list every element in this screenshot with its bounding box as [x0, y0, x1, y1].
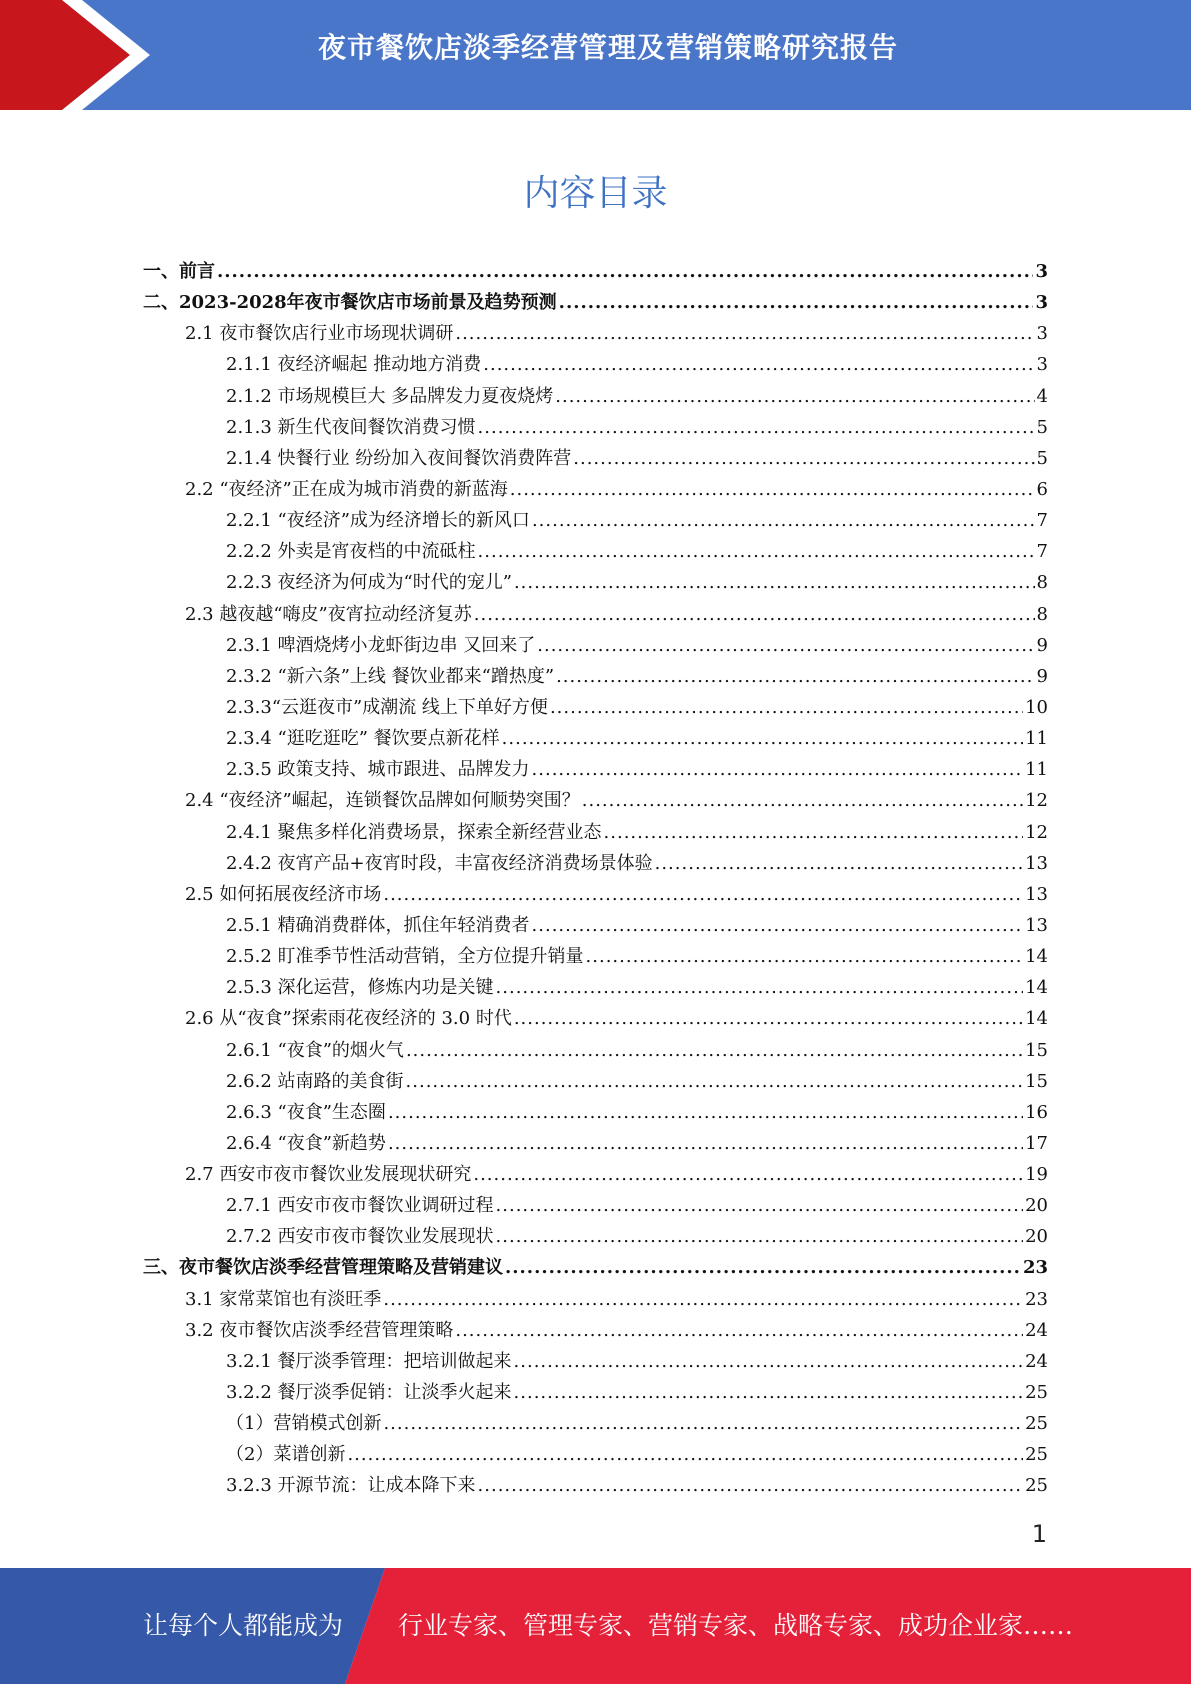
toc-entry[interactable] — [143, 1253, 1048, 1284]
toc-entry[interactable] — [143, 1377, 1048, 1408]
toc-entry[interactable] — [143, 1066, 1048, 1097]
toc-entry-page: 4 — [1036, 385, 1048, 407]
table-of-contents — [143, 256, 1048, 1502]
page-number: 1 — [1031, 1520, 1047, 1548]
toc-entry-title: 2.6.2 站南路的美食街 — [226, 1070, 404, 1092]
toc-entry-page: 25 — [1025, 1444, 1048, 1466]
toc-entry[interactable] — [143, 536, 1048, 567]
toc-dot-leader — [496, 1190, 1024, 1221]
toc-entry[interactable] — [143, 412, 1048, 443]
toc-entry-page: 12 — [1025, 821, 1048, 843]
toc-heading: 内容目录 — [523, 173, 668, 214]
page-header — [0, 0, 1191, 110]
toc-entry[interactable] — [143, 443, 1048, 474]
toc-entry-page: 25 — [1025, 1413, 1048, 1435]
toc-dot-leader — [586, 941, 1024, 972]
toc-dot-leader — [383, 879, 1023, 910]
toc-entry-page: 14 — [1025, 977, 1048, 999]
toc-entry[interactable] — [143, 1439, 1048, 1470]
toc-entry[interactable] — [143, 318, 1048, 349]
toc-entry-page: 19 — [1025, 1164, 1048, 1186]
toc-entry-page: 8 — [1036, 603, 1048, 625]
toc-entry-page: 15 — [1025, 1070, 1048, 1092]
toc-dot-leader — [514, 567, 1035, 598]
toc-entry-page: 9 — [1036, 665, 1048, 687]
toc-entry-title: 2.1.3 新生代夜间餐饮消费习惯 — [226, 416, 476, 438]
toc-entry-page: 5 — [1036, 447, 1048, 469]
toc-dot-leader — [556, 661, 1034, 692]
toc-entry[interactable] — [143, 599, 1048, 630]
toc-entry-page: 24 — [1025, 1319, 1048, 1341]
toc-entry[interactable] — [143, 1003, 1048, 1034]
toc-entry[interactable] — [143, 848, 1048, 879]
toc-entry[interactable] — [143, 1097, 1048, 1128]
toc-dot-leader — [474, 599, 1035, 630]
toc-dot-leader — [582, 785, 1023, 816]
toc-entry[interactable] — [143, 1470, 1048, 1501]
toc-entry[interactable] — [143, 817, 1048, 848]
toc-entry[interactable] — [143, 1190, 1048, 1221]
toc-dot-leader — [347, 1439, 1023, 1470]
toc-entry-title: 2.6 从“夜食”探索雨花夜经济的 3.0 时代 — [185, 1008, 512, 1030]
toc-entry[interactable] — [143, 941, 1048, 972]
toc-entry[interactable] — [143, 661, 1048, 692]
toc-entry-title: （2）菜谱创新 — [226, 1444, 346, 1466]
toc-entry[interactable] — [143, 1128, 1048, 1159]
toc-entry[interactable] — [143, 256, 1048, 287]
toc-dot-leader — [550, 692, 1023, 723]
toc-dot-leader — [532, 754, 1024, 785]
toc-entry-page: 9 — [1036, 634, 1048, 656]
toc-dot-leader — [478, 536, 1035, 567]
toc-entry-title: 3.1 家常菜馆也有淡旺季 — [185, 1288, 382, 1310]
toc-entry-page: 13 — [1025, 914, 1048, 936]
toc-entry-page: 7 — [1036, 510, 1048, 532]
toc-dot-leader — [455, 1315, 1023, 1346]
toc-dot-leader — [478, 1470, 1024, 1501]
toc-entry-title: 2.6.4 “夜食”新趋势 — [226, 1132, 386, 1154]
toc-dot-leader — [510, 474, 1035, 505]
toc-entry[interactable] — [143, 1221, 1048, 1252]
toc-entry-page: 20 — [1025, 1226, 1048, 1248]
toc-dot-leader — [388, 1128, 1023, 1159]
footer-slogan-right: 行业专家、管理专家、营销专家、战略专家、成功企业家…… — [398, 1611, 1074, 1640]
toc-entry[interactable] — [143, 879, 1048, 910]
toc-entry-title: 2.1.1 夜经济崛起 推动地方消费 — [226, 354, 482, 376]
toc-dot-leader — [406, 1066, 1024, 1097]
toc-entry[interactable] — [143, 1315, 1048, 1346]
toc-entry-page: 10 — [1025, 696, 1048, 718]
toc-entry[interactable] — [143, 910, 1048, 941]
toc-entry[interactable] — [143, 972, 1048, 1003]
toc-entry[interactable] — [143, 505, 1048, 536]
toc-dot-leader — [406, 1035, 1023, 1066]
toc-dot-leader — [502, 723, 1023, 754]
toc-entry-title: 二、2023-2028年夜市餐饮店市场前景及趋势预测 — [143, 292, 557, 314]
toc-entry-page: 5 — [1036, 416, 1048, 438]
toc-entry[interactable] — [143, 785, 1048, 816]
report-title: 夜市餐饮店淡季经营管理及营销策略研究报告 — [317, 31, 898, 64]
toc-entry-title: 2.4.1 聚焦多样化消费场景，探索全新经营业态 — [226, 821, 602, 843]
toc-entry-title: 2.7.2 西安市夜市餐饮业发展现状 — [226, 1226, 494, 1248]
toc-entry-title: （1）营销模式创新 — [226, 1413, 382, 1435]
toc-dot-leader — [532, 910, 1024, 941]
toc-dot-leader — [604, 817, 1024, 848]
toc-dot-leader — [559, 287, 1034, 318]
toc-entry-page: 3 — [1035, 292, 1048, 314]
toc-entry-title: 2.5.1 精确消费群体，抓住年轻消费者 — [226, 914, 530, 936]
toc-dot-leader — [532, 505, 1035, 536]
toc-entry-page: 13 — [1025, 883, 1048, 905]
toc-entry-title: 2.2.1 “夜经济”成为经济增长的新风口 — [226, 510, 530, 532]
toc-entry[interactable] — [143, 723, 1048, 754]
toc-entry-page: 11 — [1025, 759, 1048, 781]
toc-entry-title: 2.6.1 “夜食”的烟火气 — [226, 1039, 404, 1061]
toc-entry-page: 15 — [1025, 1039, 1048, 1061]
toc-entry-page: 3 — [1036, 354, 1048, 376]
toc-entry-title: 2.2 “夜经济”正在成为城市消费的新蓝海 — [185, 478, 508, 500]
toc-entry-title: 一、前言 — [143, 260, 215, 282]
toc-entry-page: 25 — [1025, 1382, 1048, 1404]
toc-entry-title: 2.6.3 “夜食”生态圈 — [226, 1101, 386, 1123]
toc-entry-title: 2.2.3 夜经济为何成为“时代的宠儿” — [226, 572, 512, 594]
toc-entry-page: 17 — [1025, 1132, 1048, 1154]
toc-entry[interactable] — [143, 1159, 1048, 1190]
toc-dot-leader — [555, 381, 1034, 412]
toc-dot-leader — [383, 1408, 1023, 1439]
toc-entry[interactable] — [143, 567, 1048, 598]
toc-entry-page: 16 — [1025, 1101, 1048, 1123]
toc-entry-page: 6 — [1036, 478, 1048, 500]
toc-entry-page: 13 — [1025, 852, 1048, 874]
toc-entry-title: 2.1.2 市场规模巨大 多品牌发力夏夜烧烤 — [226, 385, 554, 407]
toc-entry-page: 23 — [1025, 1288, 1048, 1310]
toc-dot-leader — [537, 630, 1034, 661]
toc-dot-leader — [505, 1252, 1021, 1283]
toc-entry-page: 25 — [1025, 1475, 1048, 1497]
toc-entry[interactable] — [143, 754, 1048, 785]
toc-dot-leader — [514, 1377, 1024, 1408]
toc-dot-leader — [514, 1003, 1023, 1034]
toc-entry-title: 2.5.2 盯准季节性活动营销，全方位提升销量 — [226, 946, 584, 968]
toc-entry-title: 2.4 “夜经济”崛起，连锁餐饮品牌如何顺势突围？ — [185, 790, 580, 812]
toc-entry[interactable] — [143, 1346, 1048, 1377]
toc-entry-title: 2.7 西安市夜市餐饮业发展现状研究 — [185, 1164, 472, 1186]
toc-entry-title: 3.2.1 餐厅淡季管理：把培训做起来 — [226, 1350, 512, 1372]
toc-dot-leader — [514, 1346, 1024, 1377]
toc-entry-title: 2.3.4 “逛吃逛吃” 餐饮要点新花样 — [226, 728, 500, 750]
toc-entry-title: 2.3.2 “新六条”上线 餐饮业都来“蹭热度” — [226, 665, 555, 687]
toc-dot-leader — [383, 1284, 1023, 1315]
toc-entry-page: 20 — [1025, 1195, 1048, 1217]
toc-entry-page: 14 — [1025, 1008, 1048, 1030]
toc-entry-page: 7 — [1036, 541, 1048, 563]
toc-entry-page: 8 — [1036, 572, 1048, 594]
toc-entry-title: 2.5 如何拓展夜经济市场 — [185, 883, 382, 905]
toc-entry-title: 2.3 越夜越“嗨皮”夜宵拉动经济复苏 — [185, 603, 472, 625]
toc-entry[interactable] — [143, 1408, 1048, 1439]
toc-entry-title: 2.3.3“云逛夜市”成潮流 线上下单好方便 — [226, 696, 548, 718]
toc-dot-leader — [496, 972, 1024, 1003]
toc-entry[interactable] — [143, 1035, 1048, 1066]
toc-dot-leader — [388, 1097, 1023, 1128]
toc-entry[interactable] — [143, 349, 1048, 380]
toc-dot-leader — [455, 318, 1034, 349]
toc-entry-page: 3 — [1035, 260, 1048, 282]
toc-entry-page: 24 — [1025, 1350, 1048, 1372]
toc-dot-leader — [478, 412, 1035, 443]
toc-entry-title: 3.2.3 开源节流：让成本降下来 — [226, 1475, 476, 1497]
toc-entry[interactable] — [143, 287, 1048, 318]
toc-entry-page: 12 — [1025, 790, 1048, 812]
toc-dot-leader — [217, 256, 1033, 287]
toc-entry[interactable] — [143, 381, 1048, 412]
toc-entry-page: 3 — [1036, 323, 1048, 345]
page-footer — [0, 1568, 1191, 1684]
toc-dot-leader — [655, 848, 1023, 879]
toc-entry-title: 2.7.1 西安市夜市餐饮业调研过程 — [226, 1195, 494, 1217]
toc-dot-leader — [483, 349, 1034, 380]
toc-entry-title: 2.1.4 快餐行业 纷纷加入夜间餐饮消费阵营 — [226, 447, 572, 469]
footer-slogan-left: 让每个人都能成为 — [143, 1611, 344, 1640]
toc-entry-title: 2.2.2 外卖是宵夜档的中流砥柱 — [226, 541, 476, 563]
toc-entry[interactable] — [143, 1284, 1048, 1315]
toc-entry[interactable] — [143, 474, 1048, 505]
toc-entry-title: 2.5.3 深化运营，修炼内功是关键 — [226, 977, 494, 999]
toc-dot-leader — [473, 1159, 1023, 1190]
toc-dot-leader — [573, 443, 1034, 474]
toc-entry-title: 2.3.5 政策支持、城市跟进、品牌发力 — [226, 759, 530, 781]
toc-entry-title: 2.4.2 夜宵产品+夜宵时段，丰富夜经济消费场景体验 — [226, 852, 653, 874]
toc-entry-page: 14 — [1025, 946, 1048, 968]
toc-entry-title: 3.2 夜市餐饮店淡季经营管理策略 — [185, 1319, 454, 1341]
toc-entry[interactable] — [143, 630, 1048, 661]
toc-entry[interactable] — [143, 692, 1048, 723]
toc-entry-title: 2.1 夜市餐饮店行业市场现状调研 — [185, 323, 454, 345]
toc-dot-leader — [496, 1221, 1024, 1252]
toc-entry-page: 23 — [1022, 1257, 1048, 1279]
toc-entry-title: 三、夜市餐饮店淡季经营管理策略及营销建议 — [143, 1257, 503, 1279]
toc-entry-title: 3.2.2 餐厅淡季促销：让淡季火起来 — [226, 1382, 512, 1404]
toc-entry-page: 11 — [1025, 728, 1048, 750]
toc-entry-title: 2.3.1 啤酒烧烤小龙虾街边串 又回来了 — [226, 634, 536, 656]
